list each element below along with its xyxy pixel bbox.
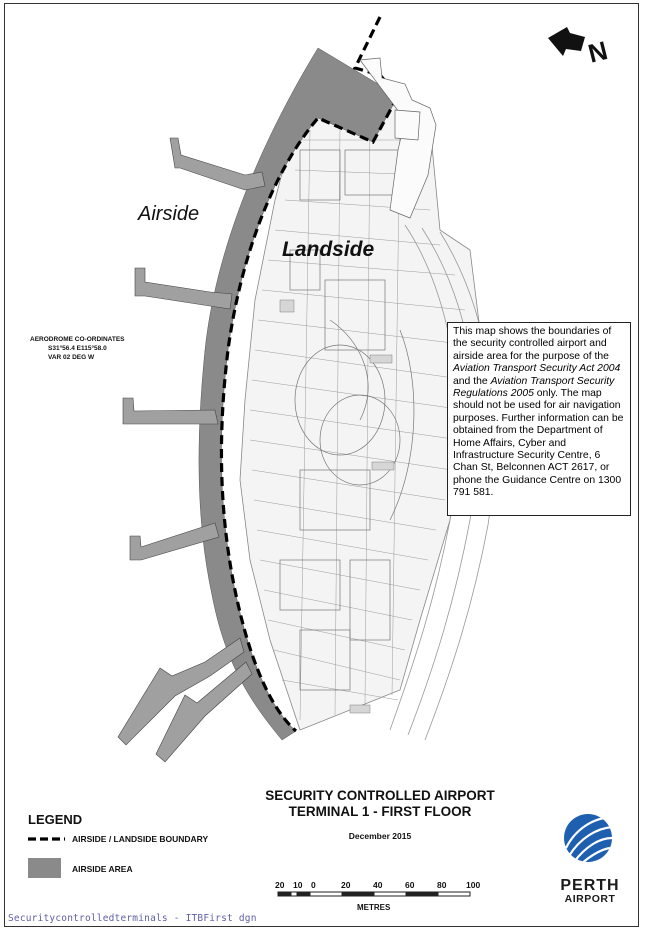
terminal-building [240,100,480,730]
aerodrome-coordinates [30,335,125,362]
notice-act-2004: Aviation Transport Security Act 2004 [453,363,621,375]
notice-text-3: only. The map should not be used for air navigation purposes. Further information can be obtained from the Department of Home Affairs, Cyber and Infrastructure Security Centre, 6 Chan St, Belconnen ACT 2617, or phone the Guidance Centre on 1300 791 581. [453,388,624,499]
north-arrow [548,27,611,69]
map-date: December 2015 [348,831,412,841]
perth-airport-logo-icon [564,814,613,865]
notice-regulations-2005: Aviation Transport Security Regulations 2005 [453,375,615,400]
coordinates-position: S31°56.4 E115°58.0 [48,345,107,352]
scale-tick: 80 [437,880,447,890]
airside-label: Airside [138,203,200,225]
notice-text-2: and the [453,375,491,387]
map-title-line1: SECURITY CONTROLLED AIRPORT [265,788,495,803]
scale-tick: 20 [275,880,285,890]
legal-notice [447,322,631,516]
north-letter: N [585,35,611,69]
file-footer: Securitycontrolledterminals - ITBFirst dgn [8,913,257,924]
scale-tick: 0 [311,880,316,890]
scale-tick: 40 [373,880,383,890]
scale-tick: 10 [293,880,303,890]
coordinates-heading: AERODROME CO-ORDINATES [30,336,125,343]
logo-line2: AIRPORT [564,893,616,905]
legend-airside-label: AIRSIDE AREA [72,864,133,874]
logo-line1: PERTH [560,877,620,894]
north-arrow-icon [548,27,585,56]
legend-boundary-label: AIRSIDE / LANDSIDE BOUNDARY [72,834,209,844]
map-title [240,788,520,820]
notice-text-1: This map shows the boundaries of the security controlled airport and airside area for the purpose of the [453,326,612,362]
legend-heading: LEGEND [28,812,83,827]
coordinates-variation: VAR 02 DEG W [48,354,95,361]
legend-airside-swatch [28,858,61,878]
scale-unit: METRES [357,903,391,912]
scale-tick: 100 [466,880,481,890]
scale-bar [278,892,470,896]
landside-label: Landside [282,238,375,261]
scale-tick: 20 [341,880,351,890]
perth-airport-logo [553,877,627,905]
scale-tick: 60 [405,880,415,890]
map-title-line2: TERMINAL 1 - FIRST FLOOR [288,804,472,819]
